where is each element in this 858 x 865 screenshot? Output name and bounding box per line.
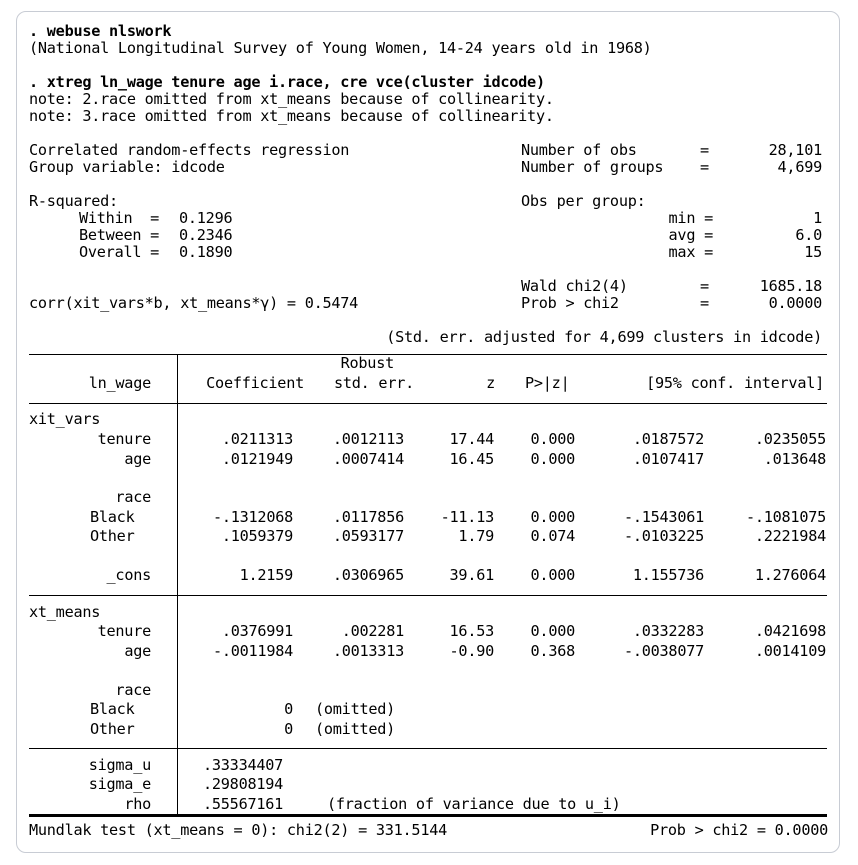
note-line: note: 2.race omitted from xt_means because of collinearity. bbox=[29, 90, 554, 108]
rho-value: .55567161 bbox=[203, 795, 284, 813]
ci-low: -.0103225 bbox=[623, 527, 704, 545]
col-ci: [95% conf. interval] bbox=[646, 374, 824, 392]
coef-value: -.0011984 bbox=[212, 642, 293, 660]
std-err-note: (Std. err. adjusted for 4,699 clusters in idcode) bbox=[386, 328, 822, 346]
col-se: std. err. bbox=[333, 374, 414, 392]
se-value: .0117856 bbox=[332, 508, 404, 526]
section-rule bbox=[29, 595, 827, 596]
prob-chi2-eq: = bbox=[700, 294, 709, 312]
obs-max-value: 15 bbox=[804, 243, 822, 261]
wald-eq: = bbox=[700, 277, 709, 295]
z-value: 17.44 bbox=[449, 430, 494, 448]
se-value: .002281 bbox=[341, 622, 404, 640]
coef-value: .0211313 bbox=[221, 430, 293, 448]
model-title: Correlated random-effects regression bbox=[29, 141, 350, 159]
prob-chi2-label: Prob > chi2 bbox=[521, 294, 619, 312]
rsquared-within-value: 0.1296 bbox=[179, 209, 233, 227]
row-label: Black bbox=[90, 508, 135, 526]
obs-max-label: max = bbox=[668, 243, 713, 261]
obs-min-value: 1 bbox=[813, 209, 822, 227]
row-label: Black bbox=[90, 700, 135, 718]
ci-high: -.1081075 bbox=[745, 508, 826, 526]
group-variable: Group variable: idcode bbox=[29, 158, 225, 176]
col-z: z bbox=[486, 374, 495, 392]
obs-per-group-label: Obs per group: bbox=[521, 192, 646, 210]
sigma-e-value: .29808194 bbox=[203, 775, 284, 793]
p-value: 0.000 bbox=[530, 566, 575, 584]
rsquared-between-label: Between = bbox=[79, 226, 160, 244]
equation-xit-vars: xit_vars bbox=[29, 410, 101, 428]
omitted-note: (omitted) bbox=[315, 700, 396, 718]
coef-value: .0376991 bbox=[221, 622, 293, 640]
factor-label-race: race bbox=[115, 681, 151, 699]
coef-value: .0121949 bbox=[221, 450, 293, 468]
se-value: .0007414 bbox=[332, 450, 404, 468]
ci-low: .0107417 bbox=[632, 450, 704, 468]
p-value: 0.074 bbox=[530, 527, 575, 545]
p-value: 0.000 bbox=[530, 622, 575, 640]
ci-high: .0421698 bbox=[754, 622, 826, 640]
command-xtreg: . xtreg ln_wage tenure age i.race, cre vce(cluster idcode) bbox=[29, 73, 545, 91]
ci-low: .0332283 bbox=[632, 622, 704, 640]
z-value: 1.79 bbox=[458, 527, 494, 545]
col-coef: Coefficient bbox=[206, 374, 304, 392]
ci-high: 1.276064 bbox=[754, 566, 826, 584]
z-value: -11.13 bbox=[440, 508, 494, 526]
wald-value: 1685.18 bbox=[759, 277, 822, 295]
rho-note: (fraction of variance due to u_i) bbox=[327, 795, 621, 813]
ci-low: -.0038077 bbox=[623, 642, 704, 660]
z-value: 39.61 bbox=[449, 566, 494, 584]
obs-avg-value: 6.0 bbox=[795, 226, 822, 244]
se-value: .0593177 bbox=[332, 527, 404, 545]
omitted-note: (omitted) bbox=[315, 720, 396, 738]
coef-value: 1.2159 bbox=[239, 566, 293, 584]
col-se-top: Robust bbox=[340, 354, 394, 372]
section-rule bbox=[29, 748, 827, 749]
rsquared-between-value: 0.2346 bbox=[179, 226, 233, 244]
col-depvar: ln_wage bbox=[88, 374, 151, 392]
ngroups-value: 4,699 bbox=[777, 158, 822, 176]
coef-value: -.1312068 bbox=[212, 508, 293, 526]
nobs-value: 28,101 bbox=[768, 141, 822, 159]
row-label: Other bbox=[90, 527, 135, 545]
p-value: 0.000 bbox=[530, 450, 575, 468]
obs-min-label: min = bbox=[668, 209, 713, 227]
dataset-label: (National Longitudinal Survey of Young Women, 14-24 years old in 1968) bbox=[29, 39, 652, 57]
row-label: tenure bbox=[97, 622, 151, 640]
z-value: 16.53 bbox=[449, 622, 494, 640]
sigma-e-label: sigma_e bbox=[88, 775, 151, 793]
rsquared-overall-value: 0.1890 bbox=[179, 243, 233, 261]
p-value: 0.368 bbox=[530, 642, 575, 660]
table-header-rule bbox=[29, 403, 827, 404]
col-p: P>|z| bbox=[525, 374, 570, 392]
coef-value: 0 bbox=[284, 720, 293, 738]
sigma-u-label: sigma_u bbox=[88, 756, 151, 774]
ngroups-eq: = bbox=[700, 158, 709, 176]
coef-value: 0 bbox=[284, 700, 293, 718]
wald-label: Wald chi2(4) bbox=[521, 277, 628, 295]
z-value: -0.90 bbox=[449, 642, 494, 660]
corr-stat: corr(xit_vars*b, xt_means*γ) = 0.5474 bbox=[29, 294, 359, 312]
table-bottom-rule bbox=[29, 814, 827, 817]
ci-high: .0014109 bbox=[754, 642, 826, 660]
row-label: Other bbox=[90, 720, 135, 738]
mundlak-prob: Prob > chi2 = 0.0000 bbox=[650, 821, 828, 839]
nobs-label: Number of obs bbox=[521, 141, 637, 159]
ci-high: .2221984 bbox=[754, 527, 826, 545]
ci-high: .013648 bbox=[763, 450, 826, 468]
rsquared-label: R-squared: bbox=[29, 192, 118, 210]
row-label: age bbox=[124, 450, 151, 468]
equation-xt-means: xt_means bbox=[29, 603, 101, 621]
rsquared-within-label: Within = bbox=[79, 209, 160, 227]
p-value: 0.000 bbox=[530, 508, 575, 526]
mundlak-test: Mundlak test (xt_means = 0): chi2(2) = 331.5144 bbox=[29, 821, 448, 839]
table-top-rule bbox=[29, 354, 827, 355]
z-value: 16.45 bbox=[449, 450, 494, 468]
ngroups-label: Number of groups bbox=[521, 158, 664, 176]
ci-low: .0187572 bbox=[632, 430, 704, 448]
coef-value: .1059379 bbox=[221, 527, 293, 545]
row-label: age bbox=[124, 642, 151, 660]
sigma-u-value: .33334407 bbox=[203, 756, 284, 774]
obs-avg-label: avg = bbox=[668, 226, 713, 244]
factor-label-race: race bbox=[115, 488, 151, 506]
ci-low: 1.155736 bbox=[632, 566, 704, 584]
nobs-eq: = bbox=[700, 141, 709, 159]
row-label: tenure bbox=[97, 430, 151, 448]
rsquared-overall-label: Overall = bbox=[79, 243, 160, 261]
command-webuse: . webuse nlswork bbox=[29, 22, 172, 40]
column-divider bbox=[177, 354, 178, 815]
se-value: .0306965 bbox=[332, 566, 404, 584]
ci-low: -.1543061 bbox=[623, 508, 704, 526]
rho-label: rho bbox=[124, 795, 151, 813]
prob-chi2-value: 0.0000 bbox=[768, 294, 822, 312]
note-line: note: 3.race omitted from xt_means because of collinearity. bbox=[29, 107, 554, 125]
row-label: _cons bbox=[106, 566, 151, 584]
se-value: .0013313 bbox=[332, 642, 404, 660]
p-value: 0.000 bbox=[530, 430, 575, 448]
se-value: .0012113 bbox=[332, 430, 404, 448]
ci-high: .0235055 bbox=[754, 430, 826, 448]
